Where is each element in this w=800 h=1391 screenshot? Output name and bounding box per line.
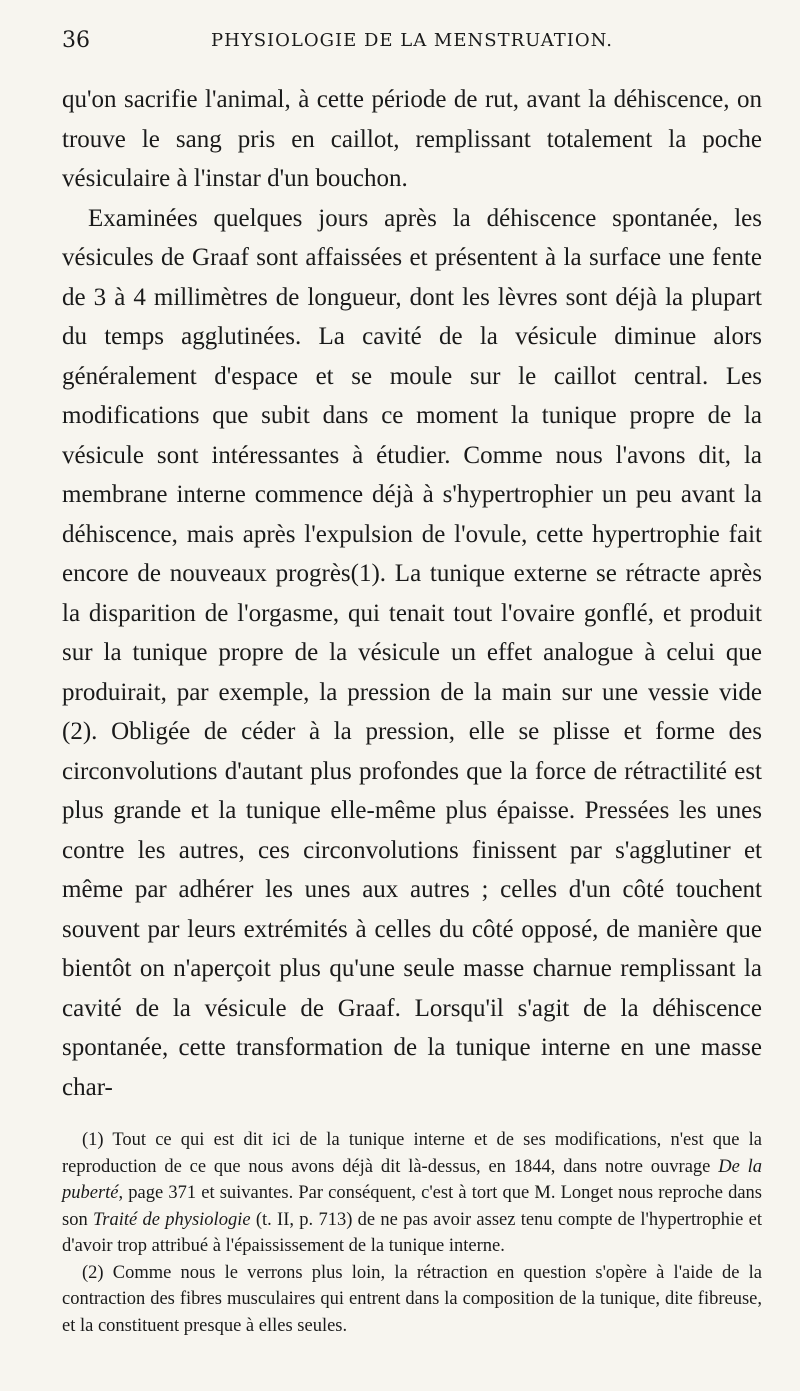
page-number: 36 [62,28,90,53]
paragraph-examined: Examinées quelques jours après la déhiscence spontanée, les vésicules de Graaf sont affaissées et présentent à la surface une fente de 3 à 4 millimètres de longueur, dont les lèvres sont déjà la plupart du temps agglutinées. La cavité de la vésicule diminue alors généralement d'espace et se moule sur le caillot central. Les modifications que subit dans ce moment la tunique propre de la vésicule sont intéressantes à étudier. Comme nous l'avons dit, la membrane interne commence déjà à s'hypertrophier un peu avant la déhiscence, mais après l'expulsion de l'ovule, cette hypertrophie fait encore de nouveaux progrès(1). La tunique externe se rétracte après la disparition de l'orgasme, qui tenait tout l'ovaire gonflé, et produit sur la tunique propre de la vésicule un effet analogue à celui que produirait, par exemple, la pression de la main sur une vessie vide (2). Obligée de céder à la pression, elle se plisse et forme des circonvolutions d'autant plus profondes que la force de rétractilité est plus grande et la tunique elle-même plus épaisse. Pressées les unes contre les autres, ces circonvolutions finissent par s'agglutiner et même par adhérer les unes aux autres ; celles d'un côté touchent souvent par leurs extrémités à celles du côté opposé, de manière que bientôt on n'aperçoit plus qu'une seule masse charnue remplissant la cavité de la vésicule de Graaf. Lorsqu'il s'agit de la déhiscence spontanée, cette transformation de la tunique interne en une masse char- [62,204,762,1101]
footnotes [62,1127,762,1339]
page-header [62,18,762,68]
footnote-1-title-puberte: De la puberté [62,1156,762,1203]
running-title: PHYSIOLOGIE DE LA MENSTRUATION. [211,30,613,51]
footnote-1-part-b: , page 371 et suivantes. Par conséquent, c'est à tort que M. Longet nous reproche dans son [62,1183,762,1230]
footnote-1-part-a: (1) Tout ce qui est dit ici de la tunique interne et de ses modifications, n'est que la reproduction de ce que nous avons déjà dit là-dessus, en 1844, dans notre ouvrage [62,1130,762,1177]
footnote-2: (2) Comme nous le verrons plus loin, la rétraction en question s'opère à l'aide de la contraction des fibres musculaires qui entrent dans la composition de la tunique, dite fibreuse, et la constituent presque à elles seules. [62,1262,762,1336]
book-page [62,18,762,1339]
footnote-1-part-c: (t. II, p. 713) de ne pas avoir assez tenu compte de l'hypertrophie et d'avoir trop attribué à l'épaississement de la tunique interne. [62,1209,762,1256]
footnote-1 [62,1127,762,1260]
main-text [62,80,762,1107]
paragraph-continuation: qu'on sacrifie l'animal, à cette période de rut, avant la déhiscence, on trouve le sang pris en caillot, remplissant totalement la poche vésiculaire à l'instar d'un bouchon. [62,86,762,192]
footnote-1-title-traite: Traité de physiologie [93,1209,251,1230]
